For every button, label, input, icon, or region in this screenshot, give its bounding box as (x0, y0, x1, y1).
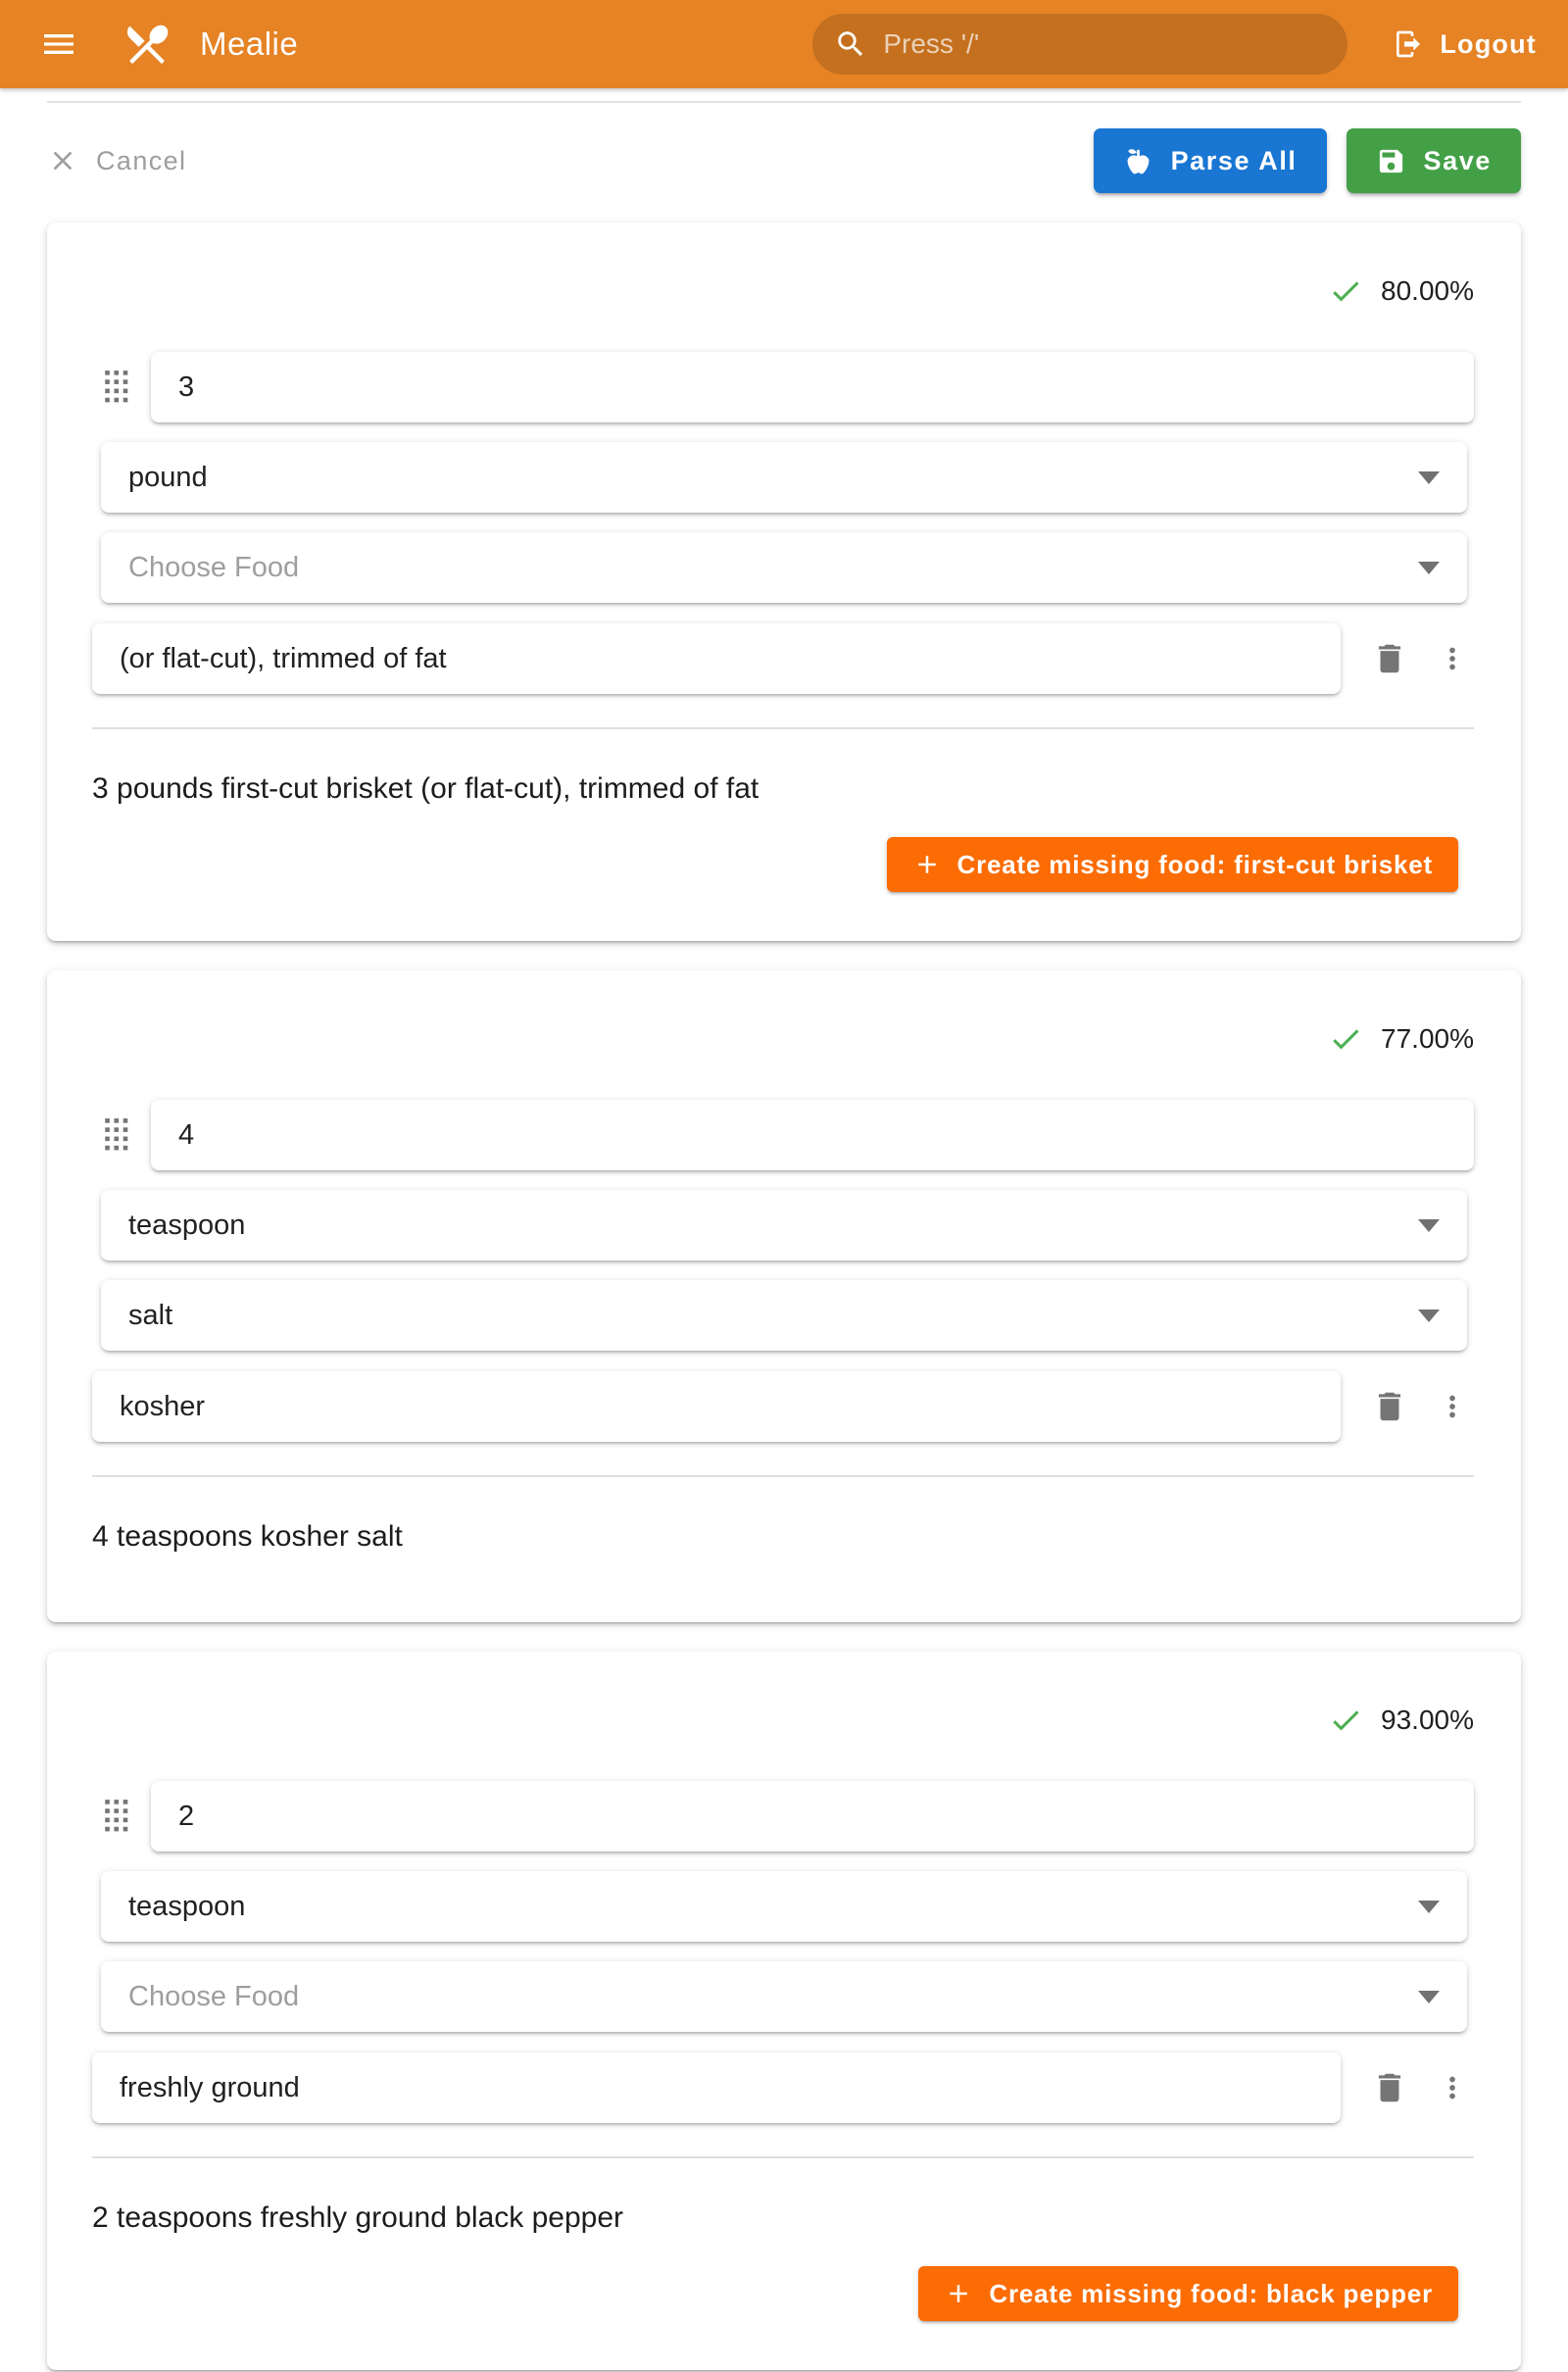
food-input[interactable] (128, 552, 1398, 584)
floppy-disk-icon (1376, 146, 1406, 176)
card-divider (92, 2156, 1474, 2158)
quantity-row (102, 1100, 1474, 1170)
save-label: Save (1423, 145, 1492, 175)
confidence-value: 80.00% (1381, 275, 1474, 306)
food-input[interactable] (128, 1300, 1398, 1332)
create-missing-food-label: Create missing food: black pepper (989, 2278, 1433, 2308)
unit-input[interactable] (128, 462, 1398, 494)
unit-select[interactable] (101, 1871, 1467, 1942)
close-icon (47, 145, 78, 176)
hamburger-menu-button[interactable] (29, 15, 88, 74)
more-options-button[interactable] (1427, 633, 1478, 684)
logout-icon (1393, 28, 1424, 60)
unit-input[interactable] (128, 1210, 1398, 1242)
plus-icon (944, 2279, 973, 2308)
note-input[interactable] (120, 1391, 1313, 1423)
confidence-value: 77.00% (1381, 1023, 1474, 1054)
app-header (0, 0, 1568, 88)
original-ingredient-text: 4 teaspoons kosher salt (92, 1520, 403, 1553)
delete-ingredient-button[interactable] (1364, 1381, 1415, 1432)
plus-icon (912, 850, 942, 879)
delete-ingredient-button[interactable] (1364, 633, 1415, 684)
app-title: Mealie (200, 25, 299, 62)
confidence-row (47, 222, 1521, 309)
ingredient-card (47, 970, 1521, 1622)
drag-handle-icon[interactable] (102, 368, 129, 407)
parse-all-label: Parse All (1170, 145, 1298, 175)
note-field (92, 623, 1341, 694)
logout-label: Logout (1440, 28, 1537, 59)
menu-icon (39, 25, 78, 64)
quantity-field (151, 1100, 1474, 1170)
kebab-menu-icon (1436, 642, 1469, 675)
quantity-input[interactable] (178, 1801, 1446, 1833)
ingredient-parser-page (0, 101, 1568, 2370)
logout-button[interactable] (1387, 14, 1543, 74)
search-icon (834, 27, 867, 61)
card-divider (92, 1475, 1474, 1477)
more-options-button[interactable] (1427, 2062, 1478, 2113)
parser-toolbar (47, 128, 1521, 193)
original-ingredient-text: 2 teaspoons freshly ground black pepper (92, 2201, 624, 2234)
note-row (92, 1371, 1478, 1442)
menu-down-icon[interactable] (1418, 1991, 1440, 2003)
check-icon (1328, 1021, 1363, 1057)
header-divider (47, 101, 1521, 103)
save-button[interactable] (1347, 128, 1521, 193)
note-field (92, 2052, 1341, 2123)
card-divider (92, 727, 1474, 729)
unit-input[interactable] (128, 1891, 1398, 1923)
ingredient-list (47, 222, 1521, 2370)
search-input[interactable] (883, 28, 1326, 60)
menu-down-icon[interactable] (1418, 1310, 1440, 1322)
menu-down-icon[interactable] (1418, 562, 1440, 574)
create-missing-food-button[interactable] (887, 837, 1458, 892)
create-row (47, 2266, 1458, 2370)
food-input[interactable] (128, 1981, 1398, 2013)
cancel-label: Cancel (96, 145, 187, 175)
food-select[interactable] (101, 1280, 1467, 1351)
delete-ingredient-button[interactable] (1364, 2062, 1415, 2113)
kebab-menu-icon (1436, 1390, 1469, 1423)
menu-down-icon[interactable] (1418, 1901, 1440, 1913)
note-input[interactable] (120, 643, 1313, 675)
food-select[interactable] (101, 1961, 1467, 2032)
unit-select[interactable] (101, 442, 1467, 513)
mealie-logo[interactable] (122, 17, 176, 72)
quantity-field (151, 352, 1474, 422)
trash-icon (1371, 2069, 1408, 2106)
trash-icon (1371, 1388, 1408, 1425)
quantity-field (151, 1781, 1474, 1852)
unit-select[interactable] (101, 1190, 1467, 1260)
note-input[interactable] (120, 2072, 1313, 2104)
kebab-menu-icon (1436, 2071, 1469, 2104)
create-row (47, 837, 1458, 941)
drag-handle-icon[interactable] (102, 1797, 129, 1836)
trash-icon (1371, 640, 1408, 677)
note-row (92, 2052, 1478, 2123)
cancel-button[interactable] (47, 145, 186, 176)
menu-down-icon[interactable] (1418, 1219, 1440, 1232)
original-ingredient-text: 3 pounds first-cut brisket (or flat-cut), trimmed of fat (92, 772, 760, 805)
check-icon (1328, 273, 1363, 309)
drag-handle-icon[interactable] (102, 1115, 129, 1155)
create-missing-food-button[interactable] (918, 2266, 1458, 2321)
quantity-row (102, 352, 1474, 422)
crossed-silverware-icon (122, 19, 172, 70)
confidence-value: 93.00% (1381, 1705, 1474, 1735)
note-field (92, 1371, 1341, 1442)
quantity-input[interactable] (178, 371, 1446, 404)
quantity-row (102, 1781, 1474, 1852)
note-row (92, 623, 1478, 694)
food-select[interactable] (101, 532, 1467, 603)
ingredient-card (47, 222, 1521, 941)
parse-all-button[interactable] (1094, 128, 1327, 193)
more-options-button[interactable] (1427, 1381, 1478, 1432)
create-missing-food-label: Create missing food: first-cut brisket (956, 849, 1433, 879)
apple-icon (1123, 146, 1153, 176)
ingredient-card (47, 1652, 1521, 2370)
quantity-input[interactable] (178, 1119, 1446, 1152)
search-bar[interactable] (812, 14, 1348, 74)
confidence-row (47, 1652, 1521, 1738)
menu-down-icon[interactable] (1418, 471, 1440, 484)
confidence-row (47, 970, 1521, 1057)
check-icon (1328, 1703, 1363, 1738)
